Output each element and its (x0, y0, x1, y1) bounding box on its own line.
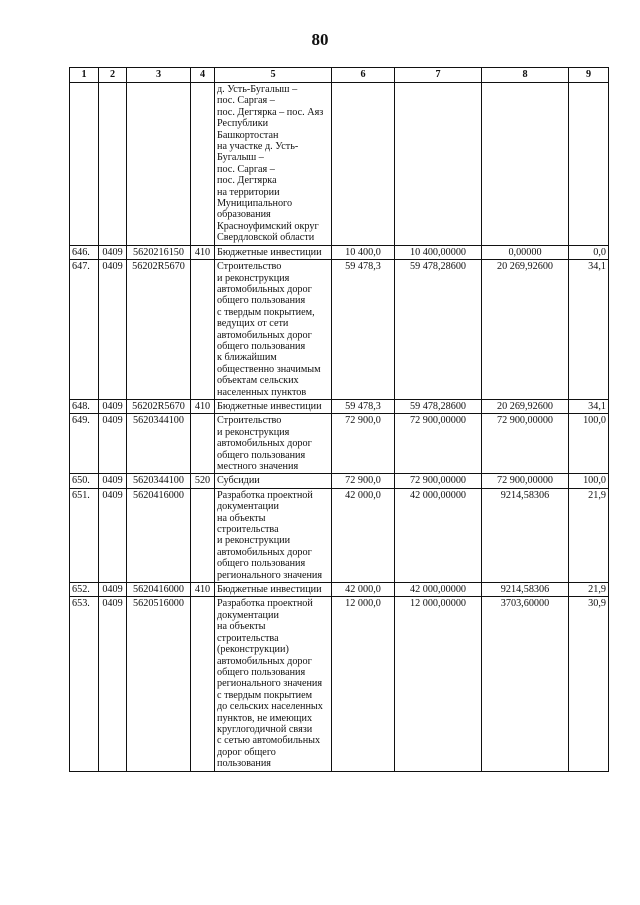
table-row (70, 583, 609, 597)
executed-amount-cell: 9214,58306 (482, 583, 569, 597)
column-number-header-row (70, 68, 609, 83)
target-item-cell: 5620216150 (127, 245, 191, 259)
section-code-cell: 0409 (99, 583, 127, 597)
expense-type-cell (191, 488, 215, 582)
row-number-cell: 652. (70, 583, 99, 597)
expense-type-cell (191, 260, 215, 400)
item-name-cell: Бюджетные инвестиции (215, 399, 332, 413)
target-item-cell: 56202R5670 (127, 399, 191, 413)
planned-amount-cell: 59 478,3 (332, 260, 395, 400)
refined-amount-cell: 12 000,00000 (395, 597, 482, 771)
planned-amount-cell: 72 900,0 (332, 474, 395, 488)
column-header: 8 (482, 68, 569, 83)
planned-amount-cell (332, 83, 395, 246)
section-code-cell: 0409 (99, 260, 127, 400)
column-header: 9 (569, 68, 609, 83)
refined-amount-cell: 72 900,00000 (395, 414, 482, 474)
refined-amount-cell: 10 400,00000 (395, 245, 482, 259)
section-code-cell: 0409 (99, 488, 127, 582)
item-name-cell: Строительство и реконструкция автомобильных дорог общего пользования с твердым покрытием, ведущих от сети автомобильных дорог общего пользования к ближайшим общественно значимым объектам сельских населенных пунктов (215, 260, 332, 400)
target-item-cell: 5620344100 (127, 474, 191, 488)
execution-percent-cell: 21,9 (569, 488, 609, 582)
planned-amount-cell: 42 000,0 (332, 583, 395, 597)
item-name-cell: Бюджетные инвестиции (215, 583, 332, 597)
column-header: 7 (395, 68, 482, 83)
table-row (70, 597, 609, 771)
execution-percent-cell (569, 83, 609, 246)
column-header: 3 (127, 68, 191, 83)
row-number-cell: 653. (70, 597, 99, 771)
column-header: 2 (99, 68, 127, 83)
expense-type-cell: 410 (191, 399, 215, 413)
planned-amount-cell: 42 000,0 (332, 488, 395, 582)
table-body (70, 83, 609, 772)
section-code-cell: 0409 (99, 399, 127, 413)
executed-amount-cell (482, 83, 569, 246)
item-name-cell: Разработка проектной документации на объекты строительства и реконструкции автомобильных дорог общего пользования регионального значения (215, 488, 332, 582)
section-code-cell: 0409 (99, 597, 127, 771)
row-number-cell: 646. (70, 245, 99, 259)
planned-amount-cell: 10 400,0 (332, 245, 395, 259)
expense-type-cell: 410 (191, 583, 215, 597)
row-number-cell: 649. (70, 414, 99, 474)
row-number-cell: 651. (70, 488, 99, 582)
target-item-cell (127, 83, 191, 246)
target-item-cell: 5620516000 (127, 597, 191, 771)
section-code-cell (99, 83, 127, 246)
section-code-cell: 0409 (99, 414, 127, 474)
table-row (70, 260, 609, 400)
execution-percent-cell: 100,0 (569, 414, 609, 474)
planned-amount-cell: 59 478,3 (332, 399, 395, 413)
table-row (70, 399, 609, 413)
column-header: 5 (215, 68, 332, 83)
target-item-cell: 5620416000 (127, 583, 191, 597)
table-row (70, 245, 609, 259)
planned-amount-cell: 12 000,0 (332, 597, 395, 771)
table-row (70, 488, 609, 582)
expense-type-cell (191, 597, 215, 771)
execution-percent-cell: 100,0 (569, 474, 609, 488)
expense-type-cell (191, 83, 215, 246)
item-name-cell: Бюджетные инвестиции (215, 245, 332, 259)
item-name-cell: д. Усть-Бугалыш – пос. Саргая – пос. Дегтярка – пос. Аяз Республики Башкортостан на участке д. Усть- Бугалыш – пос. Саргая – пос. Дегтярка на территории Муниципального образования Красноуфимский округ Свердловской области (215, 83, 332, 246)
column-header: 4 (191, 68, 215, 83)
refined-amount-cell: 59 478,28600 (395, 399, 482, 413)
execution-percent-cell: 21,9 (569, 583, 609, 597)
refined-amount-cell: 42 000,00000 (395, 488, 482, 582)
section-code-cell: 0409 (99, 474, 127, 488)
executed-amount-cell: 20 269,92600 (482, 260, 569, 400)
section-code-cell: 0409 (99, 245, 127, 259)
expense-type-cell: 520 (191, 474, 215, 488)
table-row (70, 414, 609, 474)
executed-amount-cell: 72 900,00000 (482, 414, 569, 474)
execution-percent-cell: 34,1 (569, 260, 609, 400)
row-number-cell (70, 83, 99, 246)
executed-amount-cell: 3703,60000 (482, 597, 569, 771)
item-name-cell: Разработка проектной документации на объекты строительства (реконструкции) автомобильных дорог общего пользования регионального значения с твердым покрытием до сельских населенных пунктов, не имеющих круглогодичной связи с сетью автомобильных дорог общего пользования (215, 597, 332, 771)
table-row (70, 474, 609, 488)
expense-type-cell: 410 (191, 245, 215, 259)
execution-percent-cell: 0,0 (569, 245, 609, 259)
executed-amount-cell: 72 900,00000 (482, 474, 569, 488)
row-number-cell: 650. (70, 474, 99, 488)
column-header: 6 (332, 68, 395, 83)
refined-amount-cell: 72 900,00000 (395, 474, 482, 488)
row-number-cell: 647. (70, 260, 99, 400)
target-item-cell: 5620416000 (127, 488, 191, 582)
refined-amount-cell: 42 000,00000 (395, 583, 482, 597)
item-name-cell: Строительство и реконструкция автомобильных дорог общего пользования местного значения (215, 414, 332, 474)
refined-amount-cell: 59 478,28600 (395, 260, 482, 400)
column-header: 1 (70, 68, 99, 83)
execution-percent-cell: 34,1 (569, 399, 609, 413)
target-item-cell: 5620344100 (127, 414, 191, 474)
expense-type-cell (191, 414, 215, 474)
execution-percent-cell: 30,9 (569, 597, 609, 771)
row-number-cell: 648. (70, 399, 99, 413)
item-name-cell: Субсидии (215, 474, 332, 488)
page-number: 80 (311, 30, 329, 49)
executed-amount-cell: 9214,58306 (482, 488, 569, 582)
budget-table (69, 67, 609, 772)
executed-amount-cell: 0,00000 (482, 245, 569, 259)
executed-amount-cell: 20 269,92600 (482, 399, 569, 413)
refined-amount-cell (395, 83, 482, 246)
planned-amount-cell: 72 900,0 (332, 414, 395, 474)
table-row (70, 83, 609, 246)
target-item-cell: 56202R5670 (127, 260, 191, 400)
